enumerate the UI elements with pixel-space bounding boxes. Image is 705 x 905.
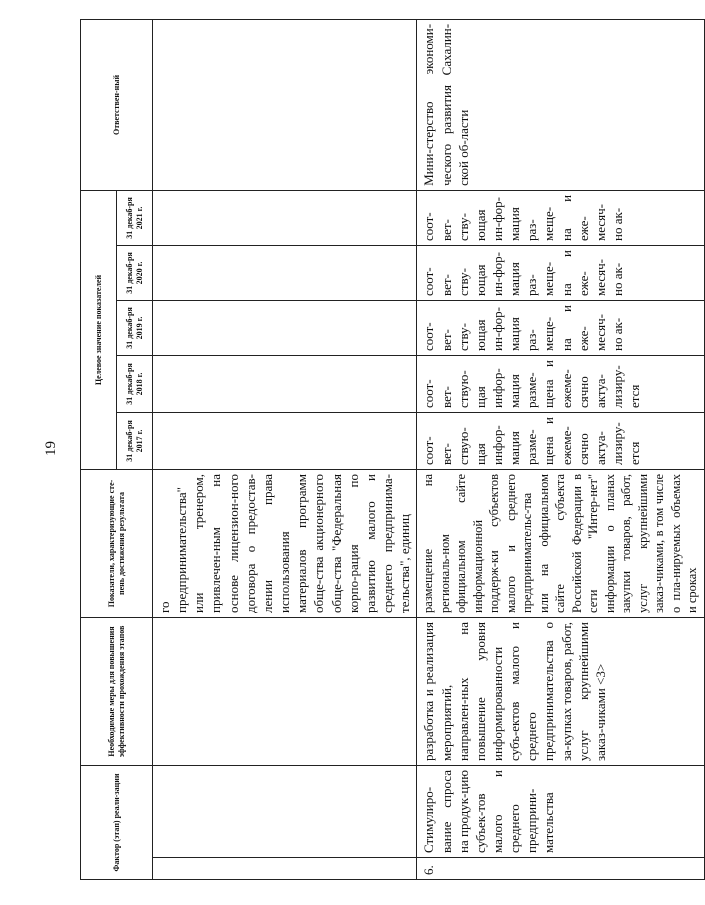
cell-target-2019: соот-вет-ству-ющая ин-фор-мация раз-меще-на и еже-месяч-но ак- xyxy=(417,300,705,355)
header-year-2018: 31 декаб-ря 2018 г. xyxy=(117,355,153,412)
cell-empty xyxy=(153,245,417,300)
cell-target-2017: соот-вет-ствую-щая инфор-мация разме-щена и ежеме-сячно актуа-лизиру-ется xyxy=(417,412,705,469)
cell-empty xyxy=(153,858,417,880)
header-year-2019: 31 декаб-ря 2019 г. xyxy=(117,300,153,355)
cell-empty xyxy=(153,19,417,190)
header-responsible: Ответствен-ный xyxy=(81,19,153,190)
header-year-2021: 31 декаб-ря 2021 г. xyxy=(117,190,153,245)
header-factor: Фактор (этап) реали-зации xyxy=(81,765,153,879)
cell-target-2020: соот-вет-ству-ющая ин-фор-мация раз-меще-на и еже-месяч-но ак- xyxy=(417,245,705,300)
cell-target-2021: соот-вет-ству-ющая ин-фор-мация раз-меще-на и еже-месяч-но ак- xyxy=(417,190,705,245)
cell-indicator: размещение на региональ-ном официальном сайте информационной поддерж-ки субъектов малого и среднего предпринимательс-тва или на официальном сайте субъекта Российской Федерации в сети "Интер-нет" информации о планах закупки товаров, работ, услуг крупнейшими заказ-чиками, в том числе о пла-нируемых объемах и сроках xyxy=(417,469,705,617)
cell-empty xyxy=(153,355,417,412)
table-row-continuation xyxy=(153,19,417,879)
indicators-table xyxy=(80,19,705,880)
cell-indicator-continuation: го предпринимательства" или тренером, привлечен-ным на основе лицензион-ного договора о предостав-лении права использования материалов программ обще-ства акционерного обще-ства "Федеральная корпо-рация по развитию малого и среднего предпринима-тельства", единиц xyxy=(153,469,417,617)
rotated-table-container xyxy=(80,20,700,880)
header-year-2020: 31 декаб-ря 2020 г. xyxy=(117,245,153,300)
page-number: 19 xyxy=(43,441,59,456)
cell-empty xyxy=(153,300,417,355)
cell-empty xyxy=(153,765,417,857)
cell-empty xyxy=(153,412,417,469)
header-year-2017: 31 декаб-ря 2017 г. xyxy=(117,412,153,469)
cell-empty xyxy=(153,617,417,765)
cell-responsible: Мини-стерство экономи-ческого развития Сахалин-ской об-ласти xyxy=(417,19,705,190)
cell-empty xyxy=(153,190,417,245)
cell-target-2018: соот-вет-ствую-щая инфор-мация разме-щена и ежеме-сячно актуа-лизиру-ется xyxy=(417,355,705,412)
cell-measures: разработка и реализация мероприятий, направлен-ных на повышение уровня информированности субъ-ектов малого и среднего предпринимательства о за-купках товаров, работ, услуг крупнейшими заказ-чиками <3> xyxy=(417,617,705,765)
table-row-6 xyxy=(417,19,705,879)
header-indicator: Показатели, характеризующие сте-пень достижения результата xyxy=(81,469,153,617)
header-measures: Необходимые меры для повышения эффективности прохождения этапов xyxy=(81,617,153,765)
cell-factor: Стимулиро-вание спроса на продук-цию субъек-тов малого и среднего предприни-мательства xyxy=(417,765,705,857)
row-number: 6. xyxy=(417,858,705,880)
header-target-values: Целевое значение показателей xyxy=(81,190,117,469)
